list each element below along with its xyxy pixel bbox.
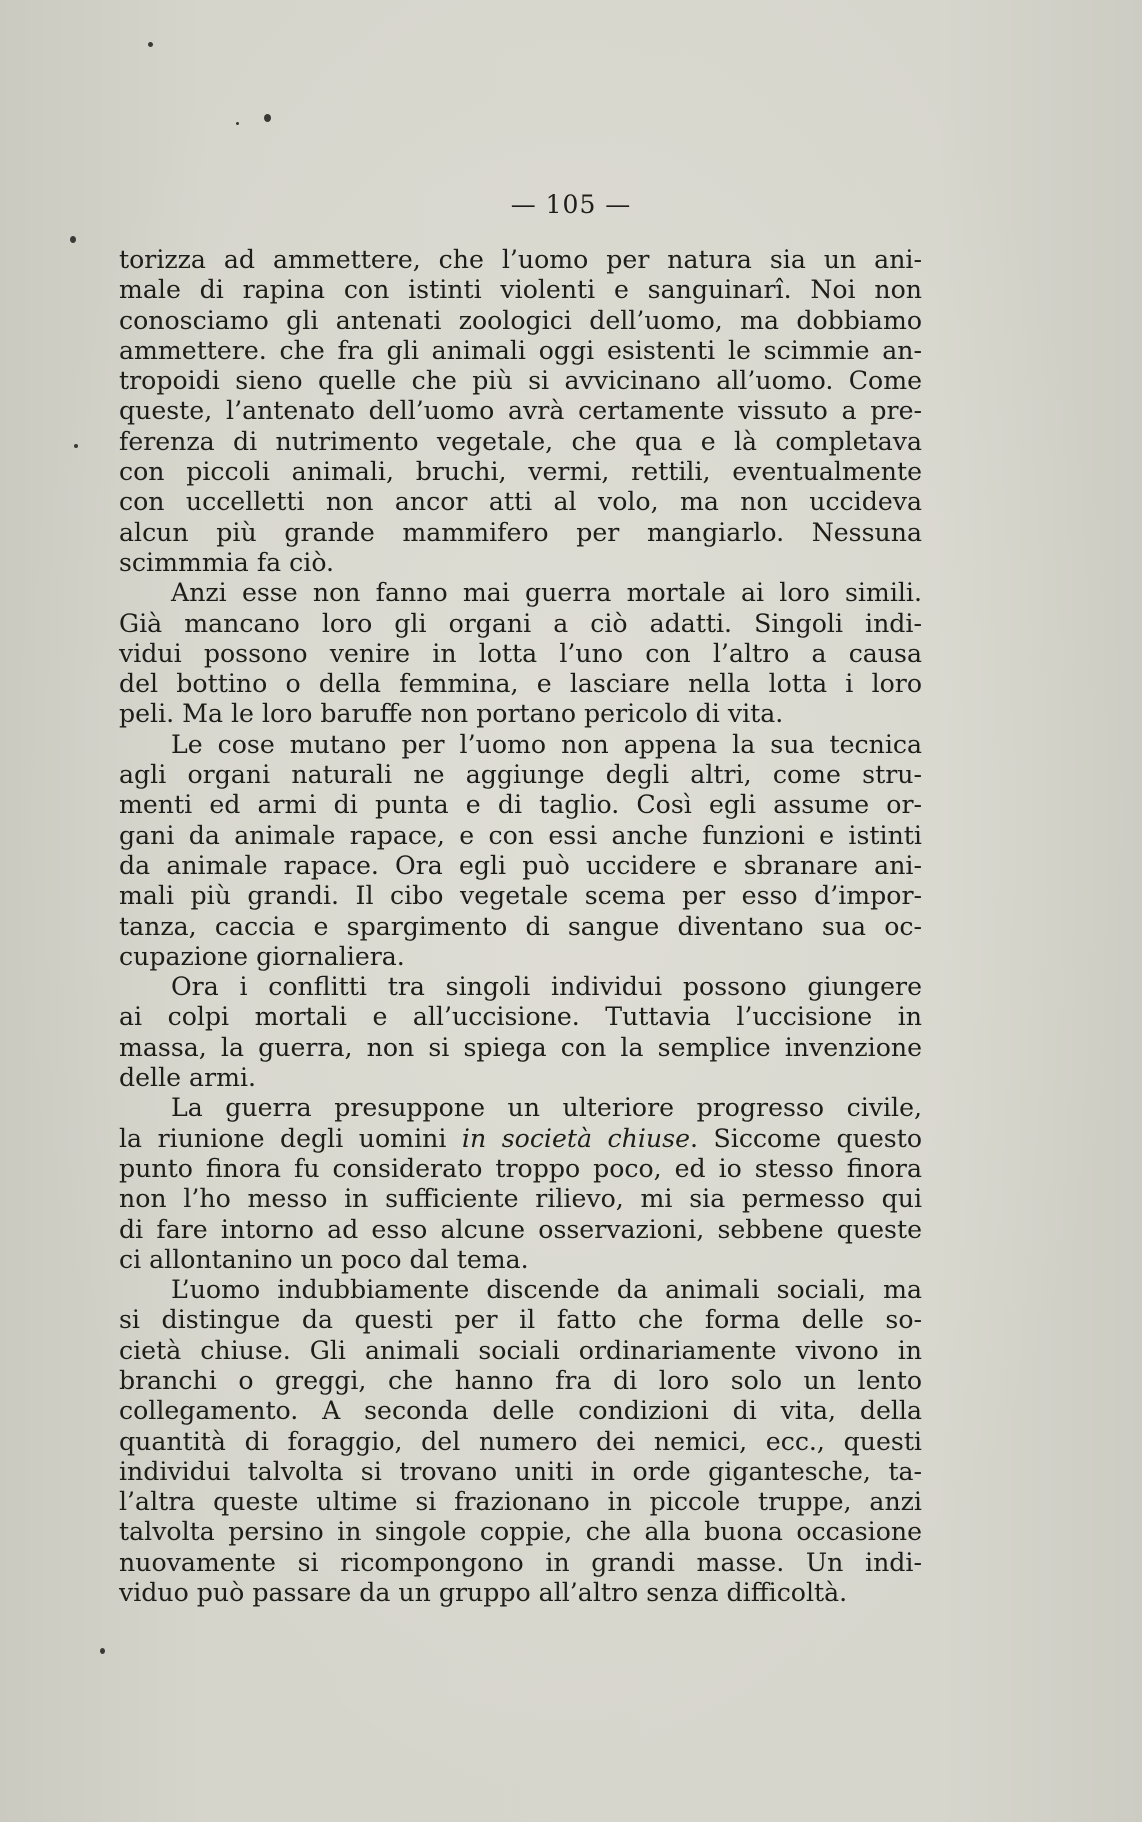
text-line bbox=[119, 1184, 922, 1214]
ink-speck bbox=[74, 444, 78, 448]
text-line: viduo può passare da un gruppo all’altro senza difficoltà. bbox=[119, 1578, 848, 1608]
text-line: delle armi. bbox=[119, 1063, 257, 1093]
text-line: conosciamo gli antenati zoologici dell’uomo, ma dobbiamo bbox=[119, 305, 922, 335]
text-line: con piccoli animali, bruchi, vermi, rettili, eventualmente bbox=[119, 457, 922, 487]
text-line: Anzi esse non fanno mai guerra mortale ai loro simili. bbox=[171, 578, 922, 608]
page-number: — 105 — bbox=[510, 190, 632, 219]
text-line: con uccelletti non ancor atti al volo, ma non uccideva bbox=[119, 487, 922, 517]
paragraph bbox=[119, 730, 922, 972]
text-segment: ci allontanino un poco dal tema. bbox=[119, 1244, 529, 1274]
text-line bbox=[119, 1124, 922, 1154]
paragraph bbox=[119, 972, 922, 1093]
text-segment: La guerra presuppone un ulteriore progresso civile, bbox=[171, 1093, 922, 1123]
paragraph bbox=[119, 1275, 922, 1608]
text-line: Le cose mutano per l’uomo non appena la sua tecnica bbox=[171, 729, 922, 759]
text-segment: di fare intorno ad esso alcune osservazioni, sebbene queste bbox=[119, 1214, 922, 1244]
text-line: tropoidi sieno quelle che più si avvicinano all’uomo. Come bbox=[119, 366, 922, 396]
text-line: Ora i conflitti tra singoli individui possono giungere bbox=[171, 972, 922, 1002]
text-segment: punto finora fu considerato troppo poco, ed io stesso finora bbox=[119, 1153, 922, 1183]
text-segment: non l’ho messo in sufficiente rilievo, mi sia permesso qui bbox=[119, 1184, 922, 1214]
text-line: talvolta persino in singole coppie, che alla buona occasione bbox=[119, 1517, 922, 1547]
text-line: tanza, caccia e spargimento di sangue diventano sua oc- bbox=[119, 911, 922, 941]
text-line: agli organi naturali ne aggiunge degli altri, come stru- bbox=[119, 760, 922, 790]
ink-speck bbox=[148, 42, 153, 47]
text-line: si distingue da questi per il fatto che forma delle so- bbox=[119, 1305, 922, 1335]
text-line: mali più grandi. Il cibo vegetale scema per esso d’impor- bbox=[119, 881, 922, 911]
ink-speck bbox=[236, 122, 239, 125]
text-line: quantità di foraggio, del numero dei nemici, ecc., questi bbox=[119, 1426, 922, 1456]
text-line: vidui possono venire in lotta l’uno con l’altro a causa bbox=[119, 638, 922, 668]
text-line: torizza ad ammettere, che l’uomo per natura sia un ani- bbox=[119, 245, 922, 274]
text-line: scimmmia fa ciò. bbox=[119, 547, 335, 577]
text-line: individui talvolta si trovano uniti in orde gigantesche, ta- bbox=[119, 1456, 922, 1486]
text-line: massa, la guerra, non si spiega con la semplice invenzione bbox=[119, 1032, 922, 1062]
ink-speck bbox=[70, 236, 76, 243]
text-line: peli. Ma le loro baruffe non portano pericolo di vita. bbox=[119, 699, 784, 729]
text-line bbox=[119, 1245, 922, 1275]
text-line: queste, l’antenato dell’uomo avrà certamente vissuto a pre- bbox=[119, 396, 922, 426]
text-line: Già mancano loro gli organi a ciò adatti. Singoli indi- bbox=[119, 608, 922, 638]
text-line bbox=[119, 1215, 922, 1245]
paragraph bbox=[119, 1093, 922, 1275]
text-line: cietà chiuse. Gli animali sociali ordinariamente vivono in bbox=[119, 1335, 922, 1365]
text-line: l’altra queste ultime si frazionano in piccole truppe, anzi bbox=[119, 1487, 922, 1517]
text-line: cupazione giornaliera. bbox=[119, 941, 405, 971]
text-line: L’uomo indubbiamente discende da animali sociali, ma bbox=[171, 1275, 922, 1305]
text-line: del bottino o della femmina, e lasciare nella lotta i loro bbox=[119, 669, 922, 699]
paragraph bbox=[119, 578, 922, 729]
italic-phrase: in società chiuse bbox=[461, 1123, 690, 1153]
text-line: nuovamente si ricompongono in grandi masse. Un indi- bbox=[119, 1547, 922, 1577]
text-line: ferenza di nutrimento vegetale, che qua e là completava bbox=[119, 426, 922, 456]
text-line bbox=[119, 1154, 922, 1184]
text-segment: . Siccome questo bbox=[689, 1123, 922, 1153]
text-line: male di rapina con istinti violenti e sanguinarî. Noi non bbox=[119, 275, 922, 305]
text-line: menti ed armi di punta e di taglio. Così egli assume or- bbox=[119, 790, 922, 820]
text-line: branchi o greggi, che hanno fra di loro solo un lento bbox=[119, 1365, 922, 1395]
ink-speck bbox=[264, 114, 271, 122]
text-line: alcun più grande mammifero per mangiarlo. Nessuna bbox=[119, 517, 922, 547]
text-line: gani da animale rapace, e con essi anche funzioni e istinti bbox=[119, 820, 922, 850]
body-text bbox=[119, 245, 922, 1608]
text-line: ammettere. che fra gli animali oggi esistenti le scimmie an- bbox=[119, 335, 922, 365]
text-line: collegamento. A seconda delle condizioni di vita, della bbox=[119, 1396, 922, 1426]
text-line bbox=[119, 1093, 922, 1123]
text-line: ai colpi mortali e all’uccisione. Tuttavia l’uccisione in bbox=[119, 1002, 922, 1032]
text-segment: la riunione degli uomini bbox=[119, 1123, 462, 1153]
paragraph bbox=[119, 245, 922, 578]
text-line: da animale rapace. Ora egli può uccidere e sbranare ani- bbox=[119, 850, 922, 880]
ink-speck bbox=[100, 1648, 105, 1654]
